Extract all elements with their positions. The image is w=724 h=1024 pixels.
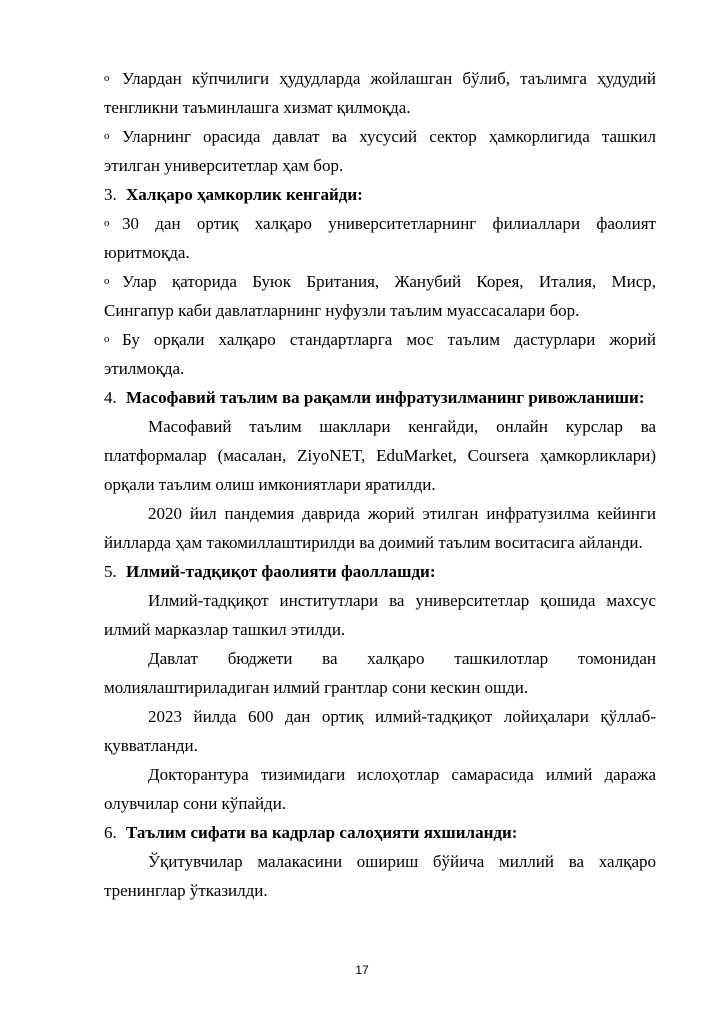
bullet-line <box>104 64 656 93</box>
line-text: тенгликни таъминлашга хизмат қилмоқда. <box>104 98 411 117</box>
line-text: олувчилар сони кўпайди. <box>104 794 287 813</box>
bullet-line <box>104 267 656 296</box>
bullet-icon: o <box>104 72 110 84</box>
text-line <box>104 760 656 789</box>
text-line <box>104 470 656 499</box>
line-text: қувватланди. <box>104 736 198 755</box>
line-text: этилмоқда. <box>104 359 185 378</box>
text-line <box>104 615 656 644</box>
text-line <box>104 876 656 905</box>
text-line <box>104 412 656 441</box>
line-text: Илмий-тадқиқот институтлари ва университетлар қошида махсус <box>148 591 656 610</box>
line-text: 2023 йилда 600 дан ортиқ илмий-тадқиқот лойиҳалари қўллаб- <box>148 707 656 726</box>
page-number: 17 <box>355 963 369 977</box>
line-text: 30 дан ортиқ халқаро университетларнинг филиаллари фаолият <box>122 214 656 233</box>
text-line <box>104 151 656 180</box>
section-number: 4. <box>104 388 117 407</box>
bullet-line <box>104 122 656 151</box>
text-line <box>104 296 656 325</box>
text-line <box>104 238 656 267</box>
bullet-icon: o <box>104 217 110 229</box>
bullet-icon: o <box>104 130 110 142</box>
line-text: Таълим сифати ва кадрлар салоҳияти яхшиланди: <box>126 823 518 842</box>
text-line <box>104 93 656 122</box>
section-number: 6. <box>104 823 117 842</box>
line-text: этилган университетлар ҳам бор. <box>104 156 344 175</box>
text-line <box>104 528 656 557</box>
line-text: Илмий-тадқиқот фаолияти фаоллашди: <box>126 562 436 581</box>
page-body <box>104 64 656 905</box>
line-text: Давлат бюджети ва халқаро ташкилотлар томонидан <box>148 649 656 668</box>
line-text: Докторантура тизимидаги ислоҳотлар самарасида илмий даража <box>148 765 656 784</box>
line-text: Бу орқали халқаро стандартларга мос таълим дастурлари жорий <box>122 330 656 349</box>
line-text: йилларда ҳам такомиллаштирилди ва доимий таълим воситасига айланди. <box>104 533 643 552</box>
line-text: Масофавий таълим шакллари кенгайди, онлайн курслар ва <box>148 417 656 436</box>
line-text: Масофавий таълим ва рақамли инфратузилманинг ривожланиши: <box>126 388 645 407</box>
line-text: 2020 йил пандемия даврида жорий этилган инфратузилма кейинги <box>148 504 656 523</box>
text-line <box>104 354 656 383</box>
line-text: орқали таълим олиш имкониятлари яратилди. <box>104 475 436 494</box>
section-heading <box>104 383 656 412</box>
bullet-line <box>104 325 656 354</box>
text-line <box>104 847 656 876</box>
bullet-icon: o <box>104 275 110 287</box>
text-line <box>104 441 656 470</box>
bullet-icon: o <box>104 333 110 345</box>
line-text: илмий марказлар ташкил этилди. <box>104 620 346 639</box>
section-heading <box>104 557 656 586</box>
line-text: Ўқитувчилар малакасини ошириш бўйича миллий ва халқаро <box>148 852 656 871</box>
line-text: платформалар (масалан, ZiyoNET, EduMarket, Coursera ҳамкорликлари) <box>104 446 656 465</box>
line-text: Уларнинг орасида давлат ва хусусий сектор ҳамкорлигида ташкил <box>122 127 656 146</box>
text-line <box>104 644 656 673</box>
section-heading <box>104 818 656 847</box>
line-text: Сингапур каби давлатларнинг нуфузли таълим муассасалари бор. <box>104 301 580 320</box>
section-number: 3. <box>104 185 117 204</box>
text-line <box>104 731 656 760</box>
text-line <box>104 499 656 528</box>
section-heading <box>104 180 656 209</box>
bullet-line <box>104 209 656 238</box>
section-number: 5. <box>104 562 117 581</box>
text-line <box>104 673 656 702</box>
line-text: юритмоқда. <box>104 243 190 262</box>
text-line <box>104 789 656 818</box>
line-text: Халқаро ҳамкорлик кенгайди: <box>126 185 363 204</box>
line-text: молиялаштириладиган илмий грантлар сони кескин ошди. <box>104 678 529 697</box>
line-text: тренинглар ўтказилди. <box>104 881 268 900</box>
line-text: Улар қаторида Буюк Британия, Жанубий Корея, Италия, Миср, <box>122 272 656 291</box>
text-line <box>104 702 656 731</box>
line-text: Улардан кўпчилиги ҳудудларда жойлашган бўлиб, таълимга ҳудудий <box>122 69 656 88</box>
text-line <box>104 586 656 615</box>
